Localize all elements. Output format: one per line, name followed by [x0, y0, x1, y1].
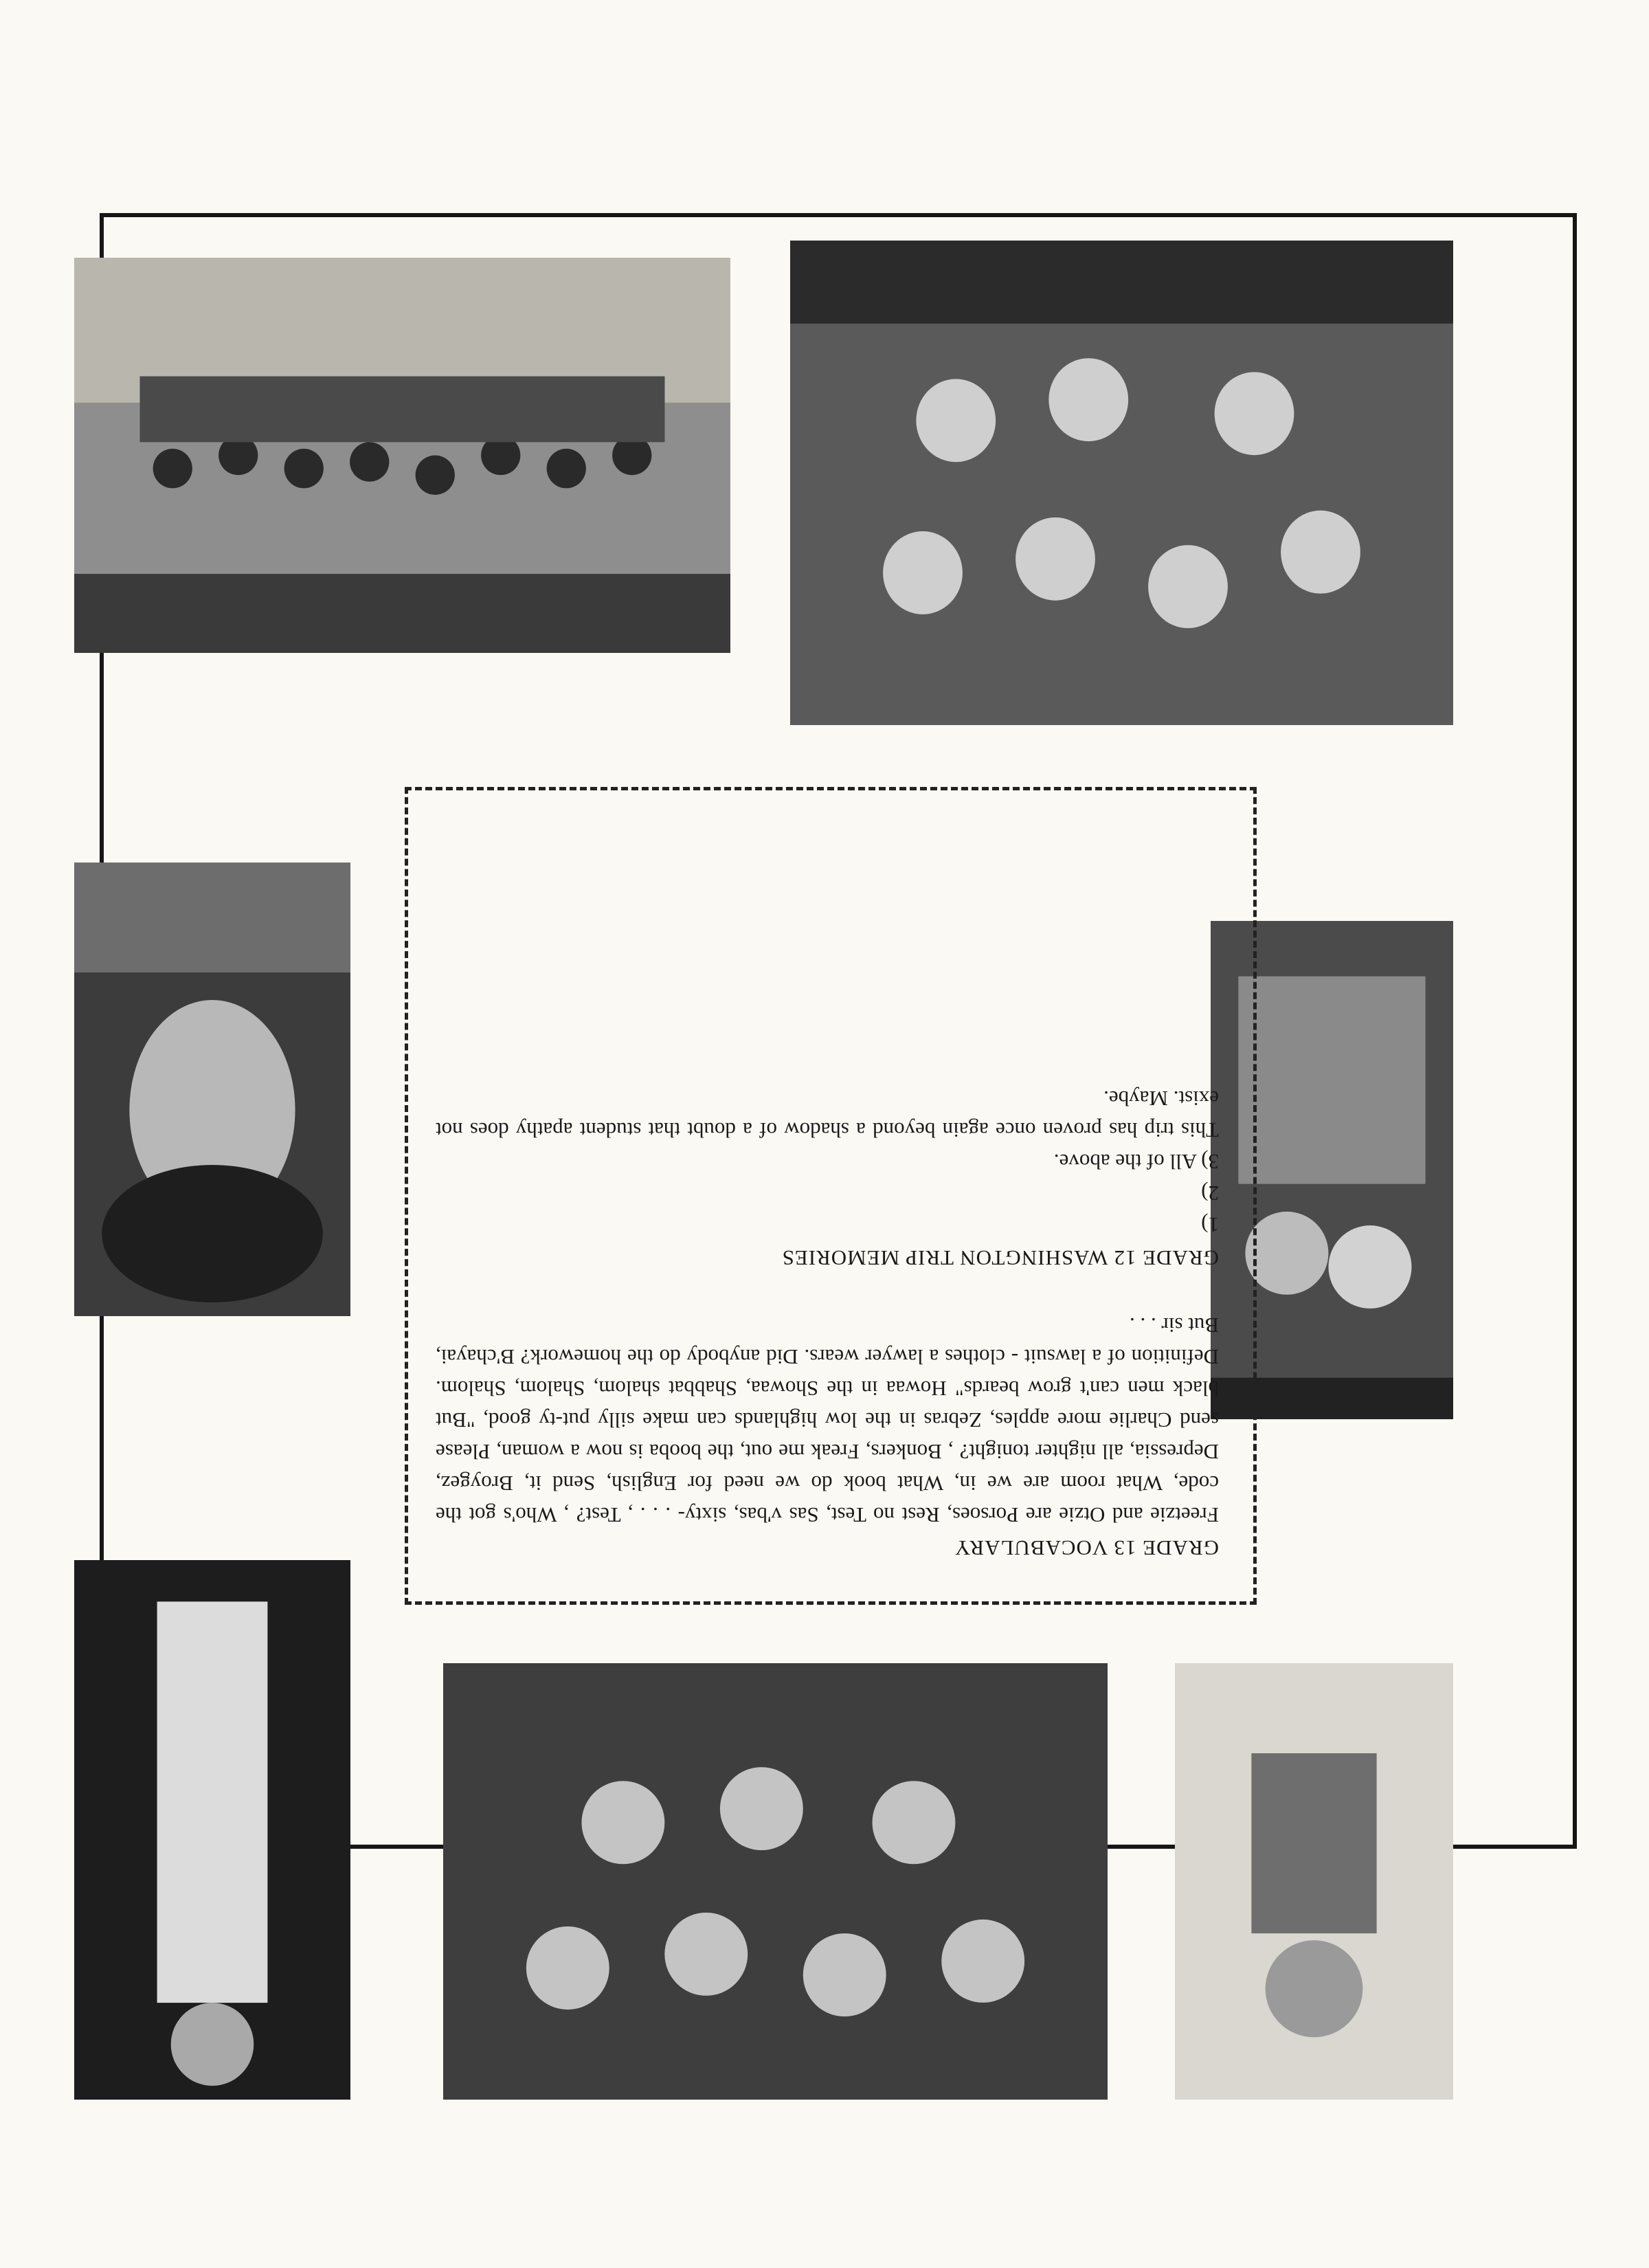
group-photo-seated-icon [443, 1663, 1108, 2100]
photo-students-seated [443, 1663, 1108, 2100]
group-photo-classroom-icon [790, 241, 1453, 725]
photo-standing-figure [74, 1560, 350, 2100]
photo-standing-person-icon [74, 1560, 350, 2100]
memories-heading: GRADE 12 WASHINGTON TRIP MEMORIES [781, 1246, 1219, 1270]
vocabulary-text: Freetzie and Otzie are Porsoes, Rest no Test, Sas v'bas, sixty- . . . , Test? , Who's got the code, What room are we in, What book do we need for English, Send it, Broygez, Depressia, all nighter tonight? , Bonkers, Freak me out, the booba is now a woman, Please send Charlie more apples, Zebras in the low highlands can make silly put-ty good, "But black men can't grow beards" Howaa in the Showaa, Shabbat shalom, Shalom, Shalom. Definition of a lawsuit - clothes a lawyer wears. Did anybody do the homework? B'chayai, But sir . . . [436, 1313, 1219, 1527]
photo-classroom-group [790, 241, 1453, 725]
photo-group-outdoor [74, 258, 730, 653]
list-item: 3) All of the above. [1053, 1150, 1219, 1174]
photo-portrait-closeup [74, 863, 350, 1316]
photo-child-portrait [1175, 1663, 1453, 2100]
caption-box [405, 787, 1257, 1605]
memories-list [436, 1146, 1219, 1241]
vocabulary-heading: GRADE 13 VOCABULARY [954, 1536, 1219, 1560]
photo-child-icon [1175, 1663, 1453, 2100]
memories-closing: This trip has proven once again beyond a shadow of a doubt that student apathy does not exist. Maybe. [436, 1087, 1219, 1142]
group-photo-outdoor-icon [74, 258, 730, 653]
photo-portrait-icon [74, 863, 350, 1316]
list-item: 1) [1201, 1213, 1219, 1237]
memories-section [436, 1082, 1219, 1274]
list-item: 2) [1201, 1181, 1219, 1205]
